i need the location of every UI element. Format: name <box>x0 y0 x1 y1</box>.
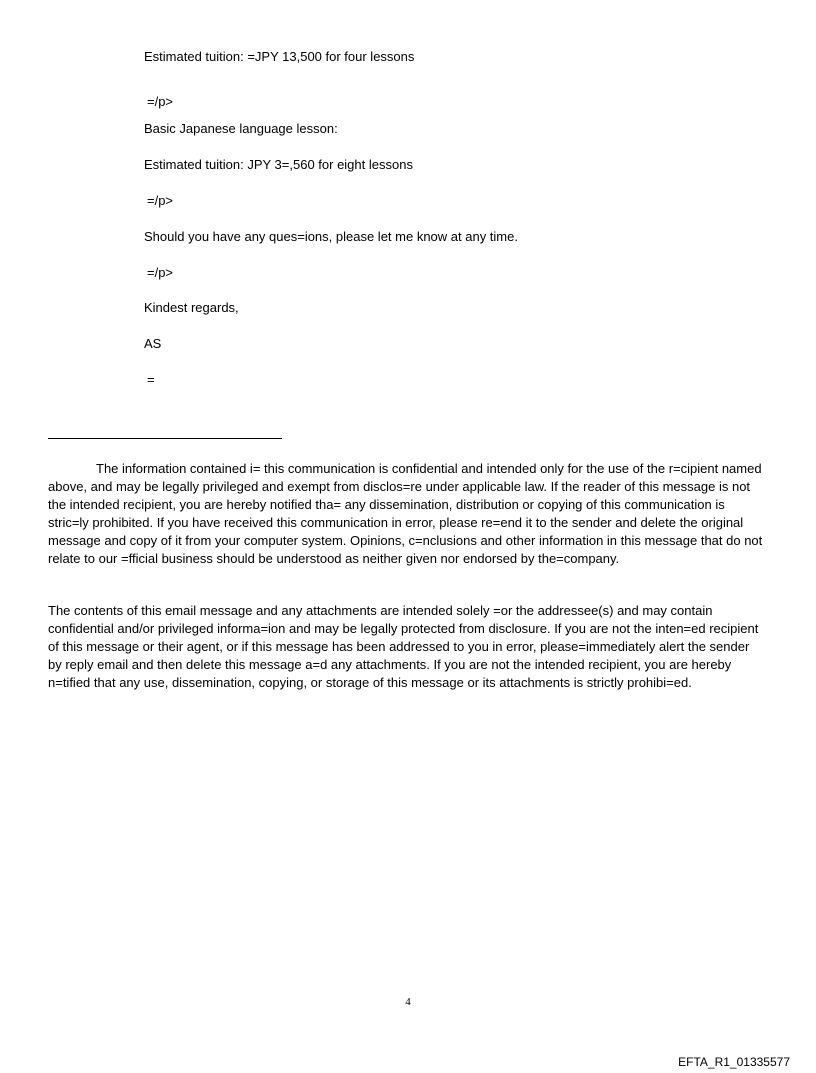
confidentiality-disclaimer: The information contained i= this communication is confidential and intended only for the use of the r=cipient named above, and may be legally privileged and exempt from disclos=re under applicable law. If the reader of this message is not the intended recipient, you are hereby notified tha= any dissemination, distribution or copying of this communication is stric=ly prohibited. If you have received this communication in error, please re=end it to the sender and delete the original message and copy of it from your computer system. Opinions, c=nclusions and other information in this message that do not relate to our =fficial business should be understood as neither given nor endorsed by the=company. <box>48 461 763 566</box>
html-artifact-line: =/p> <box>147 265 174 280</box>
html-artifact-line: =/p> <box>147 94 174 109</box>
trailing-equals-artifact: = <box>147 372 155 387</box>
closing-regards: Kindest regards, <box>144 300 239 315</box>
tuition-line-eight-lessons: Estimated tuition: JPY 3=,560 for eight lessons <box>144 157 413 172</box>
bates-number: EFTA_R1_01335577 <box>678 1055 790 1069</box>
questions-line: Should you have any ques=ions, please let me know at any time. <box>144 229 518 244</box>
basic-japanese-heading: Basic Japanese language lesson: <box>144 121 338 136</box>
footnote-divider <box>48 438 282 439</box>
attachments-disclaimer: The contents of this email message and any attachments are intended solely =or the addressee(s) and may contain confidential and/or privileged informa=ion and may be legally protected from disclosure. If you are not the inten=ed recipient of this message or their agent, or if this message has been addressed to you in error, please=immediately alert the sender by reply email and then delete this message a=d any attachments. If you are not the intended recipient, you are hereby n=tified that any use, dissemination, copying, or storage of this message or its attachments is strictly prohibi=ed. <box>48 603 759 690</box>
signature-initials: AS <box>144 336 162 351</box>
tuition-line-four-lessons: Estimated tuition: =JPY 13,500 for four lessons <box>144 49 415 64</box>
html-artifact-line: =/p> <box>147 193 174 208</box>
page-number: 4 <box>405 996 411 1008</box>
